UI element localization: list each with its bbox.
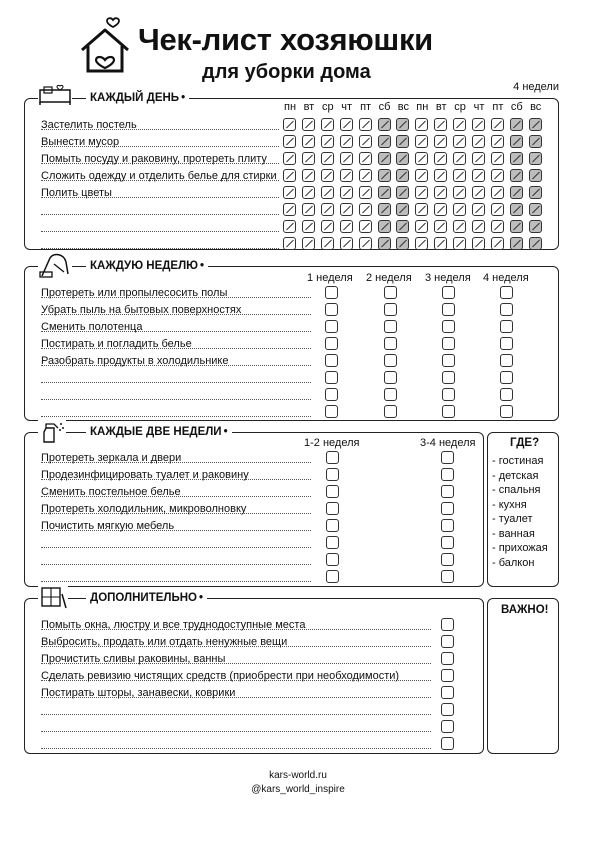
day-checkbox[interactable] <box>434 203 447 216</box>
week-checkbox[interactable] <box>325 337 338 350</box>
important-panel <box>487 598 559 754</box>
day-checkbox[interactable] <box>321 237 334 250</box>
day-checkbox[interactable] <box>378 152 391 165</box>
where-item: - спальня <box>492 484 541 496</box>
day-checkbox[interactable] <box>415 169 428 182</box>
day-checkbox[interactable] <box>378 203 391 216</box>
day-checkbox[interactable] <box>510 118 523 131</box>
daily-task: Помыть посуду и раковину, протереть плиту <box>41 153 267 165</box>
day-checkbox[interactable] <box>302 118 315 131</box>
footer-handle: @kars_world_inspire <box>251 784 345 795</box>
day-checkbox[interactable] <box>359 118 372 131</box>
day-checkbox[interactable] <box>453 237 466 250</box>
extra-checkbox[interactable] <box>441 686 454 699</box>
day-checkbox[interactable] <box>396 237 409 250</box>
day-header: чт <box>341 101 353 113</box>
day-checkbox[interactable] <box>415 135 428 148</box>
day-checkbox[interactable] <box>302 203 315 216</box>
day-checkbox[interactable] <box>529 220 542 233</box>
day-header: пн <box>416 101 429 113</box>
biweekly-checkbox[interactable] <box>441 536 454 549</box>
day-checkbox[interactable] <box>415 237 428 250</box>
day-checkbox[interactable] <box>472 220 485 233</box>
task-dotted-line <box>41 248 279 249</box>
day-checkbox[interactable] <box>396 135 409 148</box>
biweekly-checkbox[interactable] <box>326 502 339 515</box>
day-header: пт <box>360 101 372 113</box>
task-dotted-line <box>41 731 431 732</box>
day-checkbox[interactable] <box>453 169 466 182</box>
day-header: вт <box>303 101 315 113</box>
extra-task: Сделать ревизию чистящих средств (приобрести при необходимости) <box>41 670 400 682</box>
important-title: ВАЖНО! <box>501 604 549 616</box>
extra-task: Помыть окна, люстру и все труднодоступные места <box>41 619 306 631</box>
where-item: - туалет <box>492 513 533 525</box>
weekly-title-text: КАЖДУЮ НЕДЕЛЮ <box>90 260 199 272</box>
day-checkbox[interactable] <box>510 220 523 233</box>
extra-checkbox[interactable] <box>441 618 454 631</box>
day-checkbox[interactable] <box>396 186 409 199</box>
week-checkbox[interactable] <box>384 337 397 350</box>
day-checkbox[interactable] <box>378 135 391 148</box>
day-checkbox[interactable] <box>302 152 315 165</box>
day-checkbox[interactable] <box>529 203 542 216</box>
day-checkbox[interactable] <box>283 203 296 216</box>
week-checkbox[interactable] <box>325 320 338 333</box>
extra-checkbox[interactable] <box>441 737 454 750</box>
day-checkbox[interactable] <box>283 118 296 131</box>
day-checkbox[interactable] <box>510 186 523 199</box>
day-checkbox[interactable] <box>415 220 428 233</box>
biweekly-checkbox[interactable] <box>326 536 339 549</box>
week-checkbox[interactable] <box>500 286 513 299</box>
week-checkbox[interactable] <box>325 388 338 401</box>
weekly-task: Разобрать продукты в холодильнике <box>41 355 229 367</box>
biweekly-task: Протереть холодильник, микроволновку <box>41 503 247 515</box>
day-checkbox[interactable] <box>321 152 334 165</box>
extra-title: ДОПОЛНИТЕЛЬНО • <box>86 592 207 604</box>
weekly-task: Убрать пыль на бытовых поверхностях <box>41 304 242 316</box>
day-checkbox[interactable] <box>529 152 542 165</box>
week-header: 2 неделя <box>366 272 412 284</box>
day-checkbox[interactable] <box>453 152 466 165</box>
day-checkbox[interactable] <box>283 220 296 233</box>
extra-checkbox[interactable] <box>441 720 454 733</box>
week-checkbox[interactable] <box>442 371 455 384</box>
where-item: - детская <box>492 469 539 482</box>
weekly-title: КАЖДУЮ НЕДЕЛЮ • <box>86 260 208 272</box>
weeks-note: 4 недели <box>513 81 559 93</box>
day-checkbox[interactable] <box>491 237 504 250</box>
footer-site: kars-world.ru <box>269 770 327 781</box>
period-header: 3-4 неделя <box>420 437 476 449</box>
day-checkbox[interactable] <box>415 152 428 165</box>
daily-task: Сложить одежду и отделить белье для стирки <box>41 170 277 182</box>
day-checkbox[interactable] <box>510 135 523 148</box>
where-item: - гостиная <box>492 455 544 467</box>
day-checkbox[interactable] <box>359 135 372 148</box>
biweekly-checkbox[interactable] <box>441 570 454 583</box>
day-checkbox[interactable] <box>415 118 428 131</box>
day-checkbox[interactable] <box>434 237 447 250</box>
day-checkbox[interactable] <box>472 169 485 182</box>
day-checkbox[interactable] <box>378 186 391 199</box>
day-checkbox[interactable] <box>340 135 353 148</box>
biweekly-checkbox[interactable] <box>441 451 454 464</box>
window-icon <box>38 586 68 610</box>
biweekly-checkbox[interactable] <box>326 485 339 498</box>
day-checkbox[interactable] <box>510 169 523 182</box>
extra-task: Постирать шторы, занавески, коврики <box>41 687 236 699</box>
day-header: сб <box>510 101 523 113</box>
day-checkbox[interactable] <box>453 118 466 131</box>
day-checkbox[interactable] <box>491 135 504 148</box>
day-checkbox[interactable] <box>529 237 542 250</box>
week-checkbox[interactable] <box>384 320 397 333</box>
vacuum-icon <box>38 252 72 278</box>
day-checkbox[interactable] <box>302 169 315 182</box>
week-checkbox[interactable] <box>442 354 455 367</box>
day-checkbox[interactable] <box>302 186 315 199</box>
day-checkbox[interactable] <box>340 169 353 182</box>
extra-task: Прочистить сливы раковины, ванны <box>41 653 226 665</box>
day-checkbox[interactable] <box>491 203 504 216</box>
daily-title: КАЖДЫЙ ДЕНЬ • <box>86 92 189 104</box>
extra-task: Выбросить, продать или отдать ненужные вещи <box>41 636 288 648</box>
day-checkbox[interactable] <box>472 135 485 148</box>
bed-icon <box>38 84 72 106</box>
week-checkbox[interactable] <box>325 405 338 418</box>
biweekly-title-text: КАЖДЫЕ ДВЕ НЕДЕЛИ <box>90 426 222 438</box>
biweekly-checkbox[interactable] <box>441 553 454 566</box>
day-checkbox[interactable] <box>321 169 334 182</box>
day-checkbox[interactable] <box>359 203 372 216</box>
day-checkbox[interactable] <box>396 203 409 216</box>
week-checkbox[interactable] <box>442 286 455 299</box>
week-checkbox[interactable] <box>500 320 513 333</box>
biweekly-task: Сменить постельное белье <box>41 486 181 498</box>
page-title: Чек-лист хозяюшки <box>138 22 433 57</box>
house-heart-icon <box>78 16 132 74</box>
day-checkbox[interactable] <box>491 186 504 199</box>
day-checkbox[interactable] <box>472 152 485 165</box>
day-checkbox[interactable] <box>396 118 409 131</box>
extra-checkbox[interactable] <box>441 652 454 665</box>
daily-task: Застелить постель <box>41 119 137 131</box>
day-checkbox[interactable] <box>340 152 353 165</box>
day-checkbox[interactable] <box>283 237 296 250</box>
task-dotted-line <box>41 416 311 417</box>
day-checkbox[interactable] <box>434 118 447 131</box>
day-checkbox[interactable] <box>378 118 391 131</box>
extra-checkbox[interactable] <box>441 669 454 682</box>
day-checkbox[interactable] <box>340 203 353 216</box>
week-checkbox[interactable] <box>325 354 338 367</box>
biweekly-checkbox[interactable] <box>326 519 339 532</box>
week-checkbox[interactable] <box>500 405 513 418</box>
task-dotted-line <box>41 714 431 715</box>
week-header: 3 неделя <box>425 272 471 284</box>
biweekly-checkbox[interactable] <box>441 519 454 532</box>
week-checkbox[interactable] <box>442 337 455 350</box>
day-checkbox[interactable] <box>340 220 353 233</box>
day-checkbox[interactable] <box>434 186 447 199</box>
day-checkbox[interactable] <box>434 169 447 182</box>
day-checkbox[interactable] <box>283 135 296 148</box>
where-item: - прихожая <box>492 542 548 554</box>
day-checkbox[interactable] <box>340 186 353 199</box>
biweekly-checkbox[interactable] <box>326 451 339 464</box>
day-checkbox[interactable] <box>378 169 391 182</box>
day-checkbox[interactable] <box>378 237 391 250</box>
day-header: сб <box>378 101 391 113</box>
day-checkbox[interactable] <box>359 152 372 165</box>
day-checkbox[interactable] <box>491 220 504 233</box>
week-checkbox[interactable] <box>325 371 338 384</box>
week-checkbox[interactable] <box>500 337 513 350</box>
day-header: ср <box>321 101 334 113</box>
biweekly-checkbox[interactable] <box>326 468 339 481</box>
spray-bottle-icon <box>38 420 66 444</box>
week-checkbox[interactable] <box>500 371 513 384</box>
day-checkbox[interactable] <box>359 186 372 199</box>
period-header: 1-2 неделя <box>304 437 360 449</box>
page-subtitle: для уборки дома <box>202 61 371 83</box>
biweekly-task: Продезинфицировать туалет и раковину <box>41 469 249 481</box>
task-dotted-line <box>41 382 311 383</box>
task-dotted-line <box>41 581 311 582</box>
day-checkbox[interactable] <box>529 118 542 131</box>
day-checkbox[interactable] <box>283 152 296 165</box>
week-checkbox[interactable] <box>442 405 455 418</box>
biweekly-checkbox[interactable] <box>326 553 339 566</box>
day-checkbox[interactable] <box>321 118 334 131</box>
day-checkbox[interactable] <box>302 135 315 148</box>
day-checkbox[interactable] <box>529 186 542 199</box>
week-checkbox[interactable] <box>442 303 455 316</box>
day-checkbox[interactable] <box>453 203 466 216</box>
week-checkbox[interactable] <box>325 303 338 316</box>
week-checkbox[interactable] <box>500 354 513 367</box>
week-checkbox[interactable] <box>384 286 397 299</box>
day-checkbox[interactable] <box>453 220 466 233</box>
week-checkbox[interactable] <box>384 388 397 401</box>
day-header: пн <box>283 101 297 113</box>
day-checkbox[interactable] <box>472 203 485 216</box>
week-checkbox[interactable] <box>500 388 513 401</box>
where-item: - ванная <box>492 527 535 540</box>
daily-task: Вынести мусор <box>41 136 120 148</box>
day-checkbox[interactable] <box>321 186 334 199</box>
day-checkbox[interactable] <box>340 237 353 250</box>
day-checkbox[interactable] <box>283 169 296 182</box>
weekly-task: Сменить полотенца <box>41 321 143 333</box>
task-dotted-line <box>41 214 279 215</box>
day-checkbox[interactable] <box>529 169 542 182</box>
day-header: ср <box>454 101 466 113</box>
day-checkbox[interactable] <box>340 118 353 131</box>
week-checkbox[interactable] <box>500 303 513 316</box>
day-checkbox[interactable] <box>510 152 523 165</box>
day-checkbox[interactable] <box>529 135 542 148</box>
daily-title-text: КАЖДЫЙ ДЕНЬ <box>90 92 180 104</box>
where-item: - балкон <box>492 556 535 569</box>
week-checkbox[interactable] <box>442 388 455 401</box>
weekly-task: Постирать и погладить белье <box>41 338 192 350</box>
day-checkbox[interactable] <box>359 169 372 182</box>
biweekly-checkbox[interactable] <box>326 570 339 583</box>
biweekly-checkbox[interactable] <box>441 485 454 498</box>
day-checkbox[interactable] <box>491 152 504 165</box>
day-header: вс <box>530 101 542 113</box>
day-checkbox[interactable] <box>396 152 409 165</box>
day-checkbox[interactable] <box>491 118 504 131</box>
day-header: пт <box>492 101 504 113</box>
day-checkbox[interactable] <box>283 186 296 199</box>
day-header: вт <box>435 101 447 113</box>
biweekly-checkbox[interactable] <box>441 468 454 481</box>
daily-task: Полить цветы <box>41 187 112 199</box>
day-checkbox[interactable] <box>321 203 334 216</box>
day-checkbox[interactable] <box>396 169 409 182</box>
extra-title-text: ДОПОЛНИТЕЛЬНО <box>90 592 197 604</box>
day-checkbox[interactable] <box>359 220 372 233</box>
week-header: 1 неделя <box>307 272 353 284</box>
day-checkbox[interactable] <box>453 135 466 148</box>
task-dotted-line <box>41 564 311 565</box>
week-checkbox[interactable] <box>325 286 338 299</box>
day-checkbox[interactable] <box>415 186 428 199</box>
day-checkbox[interactable] <box>321 135 334 148</box>
biweekly-checkbox[interactable] <box>441 502 454 515</box>
extra-checkbox[interactable] <box>441 635 454 648</box>
week-header: 4 неделя <box>483 272 529 284</box>
day-checkbox[interactable] <box>472 118 485 131</box>
task-dotted-line <box>41 399 311 400</box>
day-checkbox[interactable] <box>378 220 391 233</box>
day-header: чт <box>473 101 485 113</box>
day-checkbox[interactable] <box>434 152 447 165</box>
week-checkbox[interactable] <box>384 354 397 367</box>
biweekly-task: Протереть зеркала и двери <box>41 452 182 464</box>
day-checkbox[interactable] <box>321 220 334 233</box>
task-dotted-line <box>41 547 311 548</box>
where-title: ГДЕ? <box>510 437 540 449</box>
day-header: вс <box>397 101 409 113</box>
day-checkbox[interactable] <box>415 203 428 216</box>
day-checkbox[interactable] <box>396 220 409 233</box>
week-checkbox[interactable] <box>442 320 455 333</box>
weekly-task: Протереть или пропылесосить полы <box>41 287 228 299</box>
biweekly-task: Почистить мягкую мебель <box>41 520 175 532</box>
day-checkbox[interactable] <box>472 186 485 199</box>
extra-checkbox[interactable] <box>441 703 454 716</box>
week-checkbox[interactable] <box>384 303 397 316</box>
task-dotted-line <box>41 231 279 232</box>
day-checkbox[interactable] <box>434 220 447 233</box>
task-dotted-line <box>41 748 431 749</box>
day-checkbox[interactable] <box>302 220 315 233</box>
week-checkbox[interactable] <box>384 405 397 418</box>
day-checkbox[interactable] <box>359 237 372 250</box>
day-checkbox[interactable] <box>472 237 485 250</box>
day-checkbox[interactable] <box>510 237 523 250</box>
day-checkbox[interactable] <box>453 186 466 199</box>
day-checkbox[interactable] <box>434 135 447 148</box>
day-checkbox[interactable] <box>491 169 504 182</box>
biweekly-title: КАЖДЫЕ ДВЕ НЕДЕЛИ • <box>86 426 232 438</box>
day-checkbox[interactable] <box>510 203 523 216</box>
day-checkbox[interactable] <box>302 237 315 250</box>
where-item: - кухня <box>492 498 527 511</box>
week-checkbox[interactable] <box>384 371 397 384</box>
